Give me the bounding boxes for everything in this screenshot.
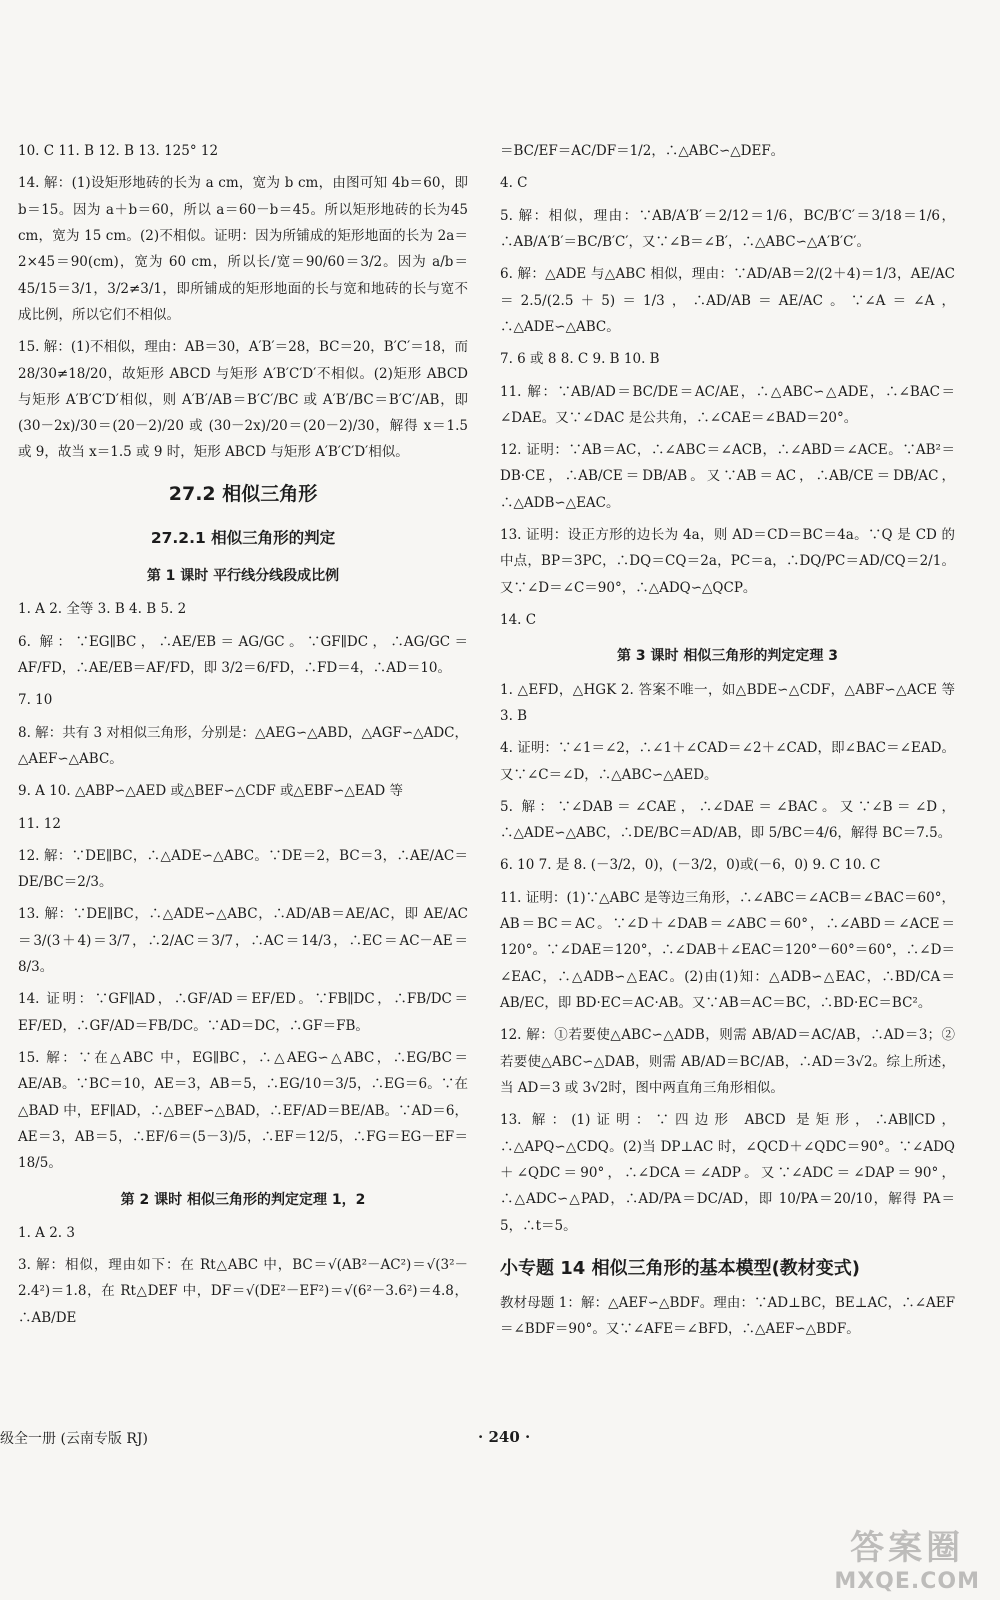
answer-item: 6. 解：△ADE 与△ABC 相似，理由：∵AD/AB＝2/(2＋4)＝1/3，AE/AC＝2.5/(2.5＋5)＝1/3，∴AD/AB＝AE/AC。∵∠A＝∠A，∴△ADE∽△ABC。 [500, 266, 955, 335]
answer-item: 5. 解：∵∠DAB＝∠CAE，∴∠DAE＝∠BAC。又∵∠B＝∠D，∴△ADE∽△ABC，∴DE/BC＝AD/AB，即 5/BC＝4/6，解得 BC＝7.5。 [500, 798, 955, 842]
answer-item: 15. 解：(1)不相似，理由：AB＝30，A′B′＝28，BC＝20，B′C′＝18，而 28/30≠18/20，故矩形 ABCD 与矩形 A′B′C′D′不相似。(2)矩形 ABCD 与矩形 A′B′C′D′相似，则 A′B′/AB＝B′C′/BC 或 A′B′/BC＝B′C′/AB，即 (30－2x)/30＝(20－2)/20 或 (30－2x)/20＝(20－2)/30，解得 x＝1.5 或 9，故当 x＝1.5 或 9 时，矩形 ABCD 与矩形 A′B′C′D′相似。 [18, 339, 468, 461]
answer-item: 11. 12 [18, 815, 61, 832]
answer-item: 6. 解：∵EG∥BC，∴AE/EB＝AG/GC。∵GF∥DC，∴AG/GC＝AF/FD，∴AE/EB＝AF/FD，即 3/2＝6/FD，∴FD＝4，∴AD＝10。 [18, 633, 468, 676]
watermark-logo: 答案圈 [850, 1528, 965, 1568]
answer-item: 1. △EFD，△HGK 2. 答案不唯一，如△BDE∽△CDF，△ABF∽△ACE 等 3. B [500, 681, 955, 724]
answer-item: 14. C [500, 612, 537, 628]
answer-item: 教材母题 1：解：△AEF∽△BDF。理由：∵AD⊥BC，BE⊥AC，∴∠AEF＝∠BDF＝90°。又∵∠AFE＝∠BFD，∴△AEF∽△BDF。 [500, 1294, 955, 1338]
answer-item: 14. 解：(1)设矩形地砖的长为 a cm，宽为 b cm，由图可知 4b＝60，即 b＝15。因为 a＋b＝60，所以 a＝60－b＝45。所以矩形地砖的长为45 cm，宽为 15 cm。(2)不相似。证明：因为所铺成的矩形地面的长为 2a＝2×45＝90(cm)，宽为 60 cm，所以长/宽＝90/60＝3/2。因为 a/b＝45/15＝3/1，3/2≠3/1，即所铺成的矩形地面的长与宽和地砖的长与宽不成比例，所以它们不相似。 [18, 175, 468, 323]
answer-item: 8. 解：共有 3 对相似三角形，分别是：△AEG∽△ABD，△AGF∽△ADC，△AEF∽△ABC。 [18, 724, 468, 767]
section-heading: 27.2.1 相似三角形的判定 [150, 528, 336, 547]
answer-item: 12. 解：∵DE∥BC，∴△ADE∽△ABC。∵DE＝2，BC＝3，∴AE/AC＝DE/BC＝2/3。 [18, 847, 468, 891]
answer-item: 12. 解：①若要使△ABC∽△ADB，则需 AB/AD＝AC/AB，∴AD＝3；②若要使△ABC∽△DAB，则需 AB/AD＝BC/AB，∴AD＝3√2。综上所述，当 AD＝3 或 3√2时，图中两直角三角形相似。 [500, 1027, 955, 1096]
section-heading: 第 2 课时 相似三角形的判定定理 1，2 [120, 1191, 366, 1208]
answer-item: 1. A 2. 3 [18, 1224, 75, 1241]
answer-item: 10. C 11. B 12. B 13. 125° 12 [18, 143, 219, 159]
section-heading: 第 1 课时 平行线分线段成比例 [146, 568, 340, 585]
answer-item: 13. 解：(1)证明：∵四边形 ABCD 是矩形，∴AB∥CD，∴△APQ∽△CDQ。(2)当 DP⊥AC 时，∠QCD＋∠QDC＝90°。∵∠ADQ＋∠QDC＝90°，∴∠DCA＝∠ADP。又∵∠ADC＝∠DAP＝90°，∴△ADC∽△PAD，∴AD/PA＝DC/AD，即 10/PA＝20/10，解得 PA＝5，∴t＝5。 [500, 1112, 955, 1234]
answer-item: ＝BC/EF＝AC/DF＝1/2，∴△ABC∽△DEF。 [500, 143, 785, 159]
answer-item: 7. 10 [18, 692, 53, 709]
watermark-url: MXQE.COM [834, 1569, 980, 1594]
answer-item: 7. 6 或 8 8. C 9. B 10. B [500, 351, 660, 368]
answer-item: 9. A 10. △ABP∽△AED 或△BEF∽△CDF 或△EBF∽△EAD 等 [18, 783, 403, 800]
answer-item: 11. 解：∵AB/AD＝BC/DE＝AC/AE，∴△ABC∽△ADE，∴∠BAC＝∠DAE。又∵∠DAC 是公共角，∴∠CAE＝∠BAD＝20°。 [500, 383, 955, 426]
section-heading: 第 3 课时 相似三角形的判定定理 3 [617, 648, 838, 665]
book-edition-label: 级全一册 (云南专版 RJ) [0, 1431, 148, 1447]
answer-item: 5. 解：相似，理由：∵AB/A′B′＝2/12＝1/6，BC/B′C′＝3/18＝1/6，∴AB/A′B′＝BC/B′C′，又∵∠B＝∠B′，∴△ABC∽△A′B′C′。 [500, 207, 955, 250]
section-heading: 27.2 相似三角形 [168, 482, 318, 505]
answer-item: 6. 10 7. 是 8. (－3/2，0)，(－3/2，0)或(－6，0) 9. C 10. C [500, 857, 881, 874]
topic-heading: 小专题 14 相似三角形的基本模型(教材变式) [500, 1257, 861, 1279]
watermark [834, 1520, 980, 1594]
answer-item: 4. 证明：∵∠1＝∠2，∴∠1＋∠CAD＝∠2＋∠CAD，即∠BAC＝∠EAD。又∵∠C＝∠D，∴△ABC∽△AED。 [500, 740, 955, 783]
answer-item: 3. 解：相似，理由如下：在 Rt△ABC 中，BC＝√(AB²－AC²)＝√(3²－2.4²)＝1.8，在 Rt△DEF 中，DF＝√(DE²－EF²)＝√(6²－3.6²)＝4.8，∴AB/DE [18, 1257, 468, 1326]
answer-item: 12. 证明：∵AB＝AC，∴∠ABC＝∠ACB，∴∠ABD＝∠ACE。∵AB²＝DB·CE，∴AB/CE＝DB/AB。又∵AB＝AC，∴AB/CE＝DB/AC，∴△ADB∽△EAC。 [500, 442, 955, 511]
left-column [18, 138, 468, 1337]
right-column [500, 138, 955, 1349]
answer-item: 15. 解：∵在△ABC 中，EG∥BC，∴△AEG∽△ABC，∴EG/BC＝AE/AB。∵BC＝10，AE＝3，AB＝5，∴EG/10＝3/5，∴EG＝6。∵在△BAD 中，EF∥AD，∴△BEF∽△BAD，∴EF/AD＝BE/AB。∵AD＝6，AE＝3，AB＝5，∴EF/6＝(5－3)/5，∴EF＝12/5，∴FG＝EG－EF＝18/5。 [18, 1050, 468, 1172]
answer-item: 11. 证明：(1)∵△ABC 是等边三角形，∴∠ABC＝∠ACB＝∠BAC＝60°，AB＝BC＝AC。∵∠D＋∠DAB＝∠ABC＝60°，∴∠ABD＝∠ACE＝120°。∵∠DAE＝120°，∴∠DAB＋∠EAC＝120°－60°＝60°，∴∠D＝∠EAC，∴△ADB∽△EAC。(2)由(1)知：△ADB∽△EAC，∴BD/CA＝AB/EC，即 BD·EC＝AC·AB。又∵AB＝AC＝BC，∴BD·EC＝BC²。 [500, 889, 955, 1012]
answer-item: 13. 解：∵DE∥BC，∴△ADE∽△ABC，∴AD/AB＝AE/AC，即 AE/AC＝3/(3＋4)＝3/7，∴2/AC＝3/7，∴AC＝14/3，∴EC＝AC－AE＝8/3。 [18, 906, 468, 976]
page-number: · 240 · [478, 1428, 531, 1446]
answer-item: 1. A 2. 全等 3. B 4. B 5. 2 [18, 601, 187, 618]
answer-item: 13. 证明：设正方形的边长为 4a，则 AD＝CD＝BC＝4a。∵Q 是 CD 的中点，BP＝3PC，∴DQ＝CQ＝2a，PC＝a，∴DQ/PC＝AD/CQ＝2/1。又∵∠D＝∠C＝90°，∴△ADQ∽△QCP。 [500, 527, 955, 596]
answer-item: 14. 证明：∵GF∥AD，∴GF/AD＝EF/ED。∵FB∥DC，∴FB/DC＝EF/ED，∴GF/AD＝FB/DC。∵AD＝DC，∴GF＝FB。 [18, 991, 468, 1034]
answer-item: 4. C [500, 175, 528, 192]
